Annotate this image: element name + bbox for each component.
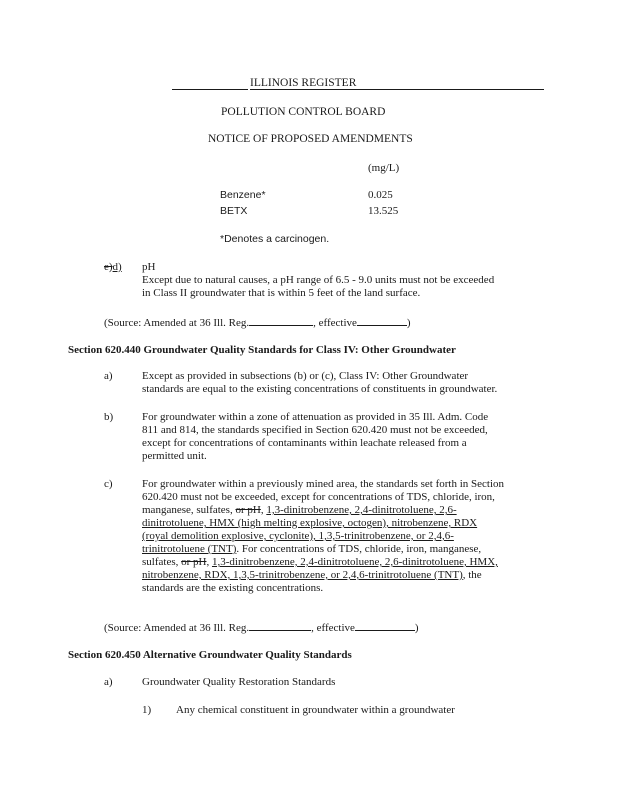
subsection-line: For groundwater within a zone of attenuation as provided in 35 Ill. Adm. Code bbox=[142, 411, 489, 423]
item-text-line: in Class II groundwater that is within 5 feet of the land surface. bbox=[142, 287, 421, 299]
subsection-line: sulfates, or pH, 1,3-dinitrobenzene, 2,4-dinitrotoluene, 2,6-dinitrotoluene, HMX, bbox=[142, 556, 498, 568]
item-label bbox=[104, 260, 122, 275]
subsection-line: nitrobenzene, RDX, 1,3,5-trinitrobenzene, or 2,4,6-trinitrotoluene (TNT), the bbox=[142, 569, 482, 581]
inserted-text: nitrobenzene, RDX, 1,3,5-trinitrobenzene, or 2,4,6-trinitrotoluene (TNT) bbox=[142, 569, 463, 581]
inserted-text: (royal demolition explosive, cyclonite), 1,3,5-trinitrobenzene, or 2,4,6- bbox=[142, 530, 454, 542]
subsection-line: standards are the existing concentrations. bbox=[142, 582, 324, 594]
source-note: (Source: Amended at 36 Ill. Reg. , effective ) bbox=[104, 622, 419, 634]
subsection-line: 811 and 814, the standards specified in Section 620.420 must not be exceeded, bbox=[142, 424, 488, 436]
item-title: pH bbox=[142, 261, 156, 273]
item-text-line: Except due to natural causes, a pH range of 6.5 - 9.0 units must not be exceeded bbox=[142, 274, 495, 286]
inserted-text: 1,3-dinitrobenzene, 2,4-dinitrotoluene, 2,6-dinitrotoluene, HMX, bbox=[211, 556, 498, 568]
subsection-label: 1) bbox=[142, 704, 152, 716]
subsection-line: trinitrotoluene (TNT). For concentrations of TDS, chloride, iron, manganese, bbox=[142, 543, 482, 555]
section-heading: Section 620.440 Groundwater Quality Standards for Class IV: Other Groundwater bbox=[68, 344, 456, 356]
table-row-value: 0.025 bbox=[368, 189, 393, 201]
header-rule-left bbox=[172, 89, 248, 90]
subsection-line: For groundwater within a previously mined area, the standards set forth in Section bbox=[142, 478, 504, 490]
table-row-value: 13.525 bbox=[368, 205, 399, 217]
subsection-line: standards are equal to the existing concentrations of constituents in groundwater. bbox=[142, 383, 498, 395]
subsection-line: permitted unit. bbox=[142, 450, 207, 462]
inserted-text: trinitrotoluene (TNT) bbox=[142, 543, 237, 555]
subsection-label: a) bbox=[104, 676, 113, 688]
deleted-text: or pH bbox=[235, 504, 261, 516]
inserted-label: d) bbox=[112, 261, 122, 273]
register-title: ILLINOIS REGISTER bbox=[250, 77, 357, 89]
inserted-text: 1,3-dinitrobenzene, 2,4-dinitrotoluene, 2,6- bbox=[266, 504, 457, 516]
subsection-line: Except as provided in subsections (b) or (c), Class IV: Other Groundwater bbox=[142, 370, 469, 382]
subsection-line: 620.420 must not be exceeded, except for concentrations of TDS, chloride, iron, bbox=[142, 491, 495, 503]
section-heading: Section 620.450 Alternative Groundwater Quality Standards bbox=[68, 649, 352, 661]
table-unit: (mg/L) bbox=[368, 162, 400, 174]
table-row-name: BETX bbox=[220, 205, 248, 217]
subsection-line: except for concentrations of contaminants within leachate released from a bbox=[142, 437, 467, 449]
header-rule-right bbox=[250, 89, 544, 90]
notice-title: NOTICE OF PROPOSED AMENDMENTS bbox=[208, 133, 413, 145]
table-footnote: *Denotes a carcinogen. bbox=[220, 233, 330, 245]
inserted-text: dinitrotoluene, HMX (high melting explosive, octogen), nitrobenzene, RDX bbox=[142, 517, 478, 529]
subsection-line: Groundwater Quality Restoration Standards bbox=[142, 676, 336, 688]
board-name: POLLUTION CONTROL BOARD bbox=[221, 106, 386, 118]
subsection-label: a) bbox=[104, 370, 113, 382]
deleted-label: e) bbox=[104, 261, 113, 273]
deleted-text: or pH bbox=[181, 556, 207, 568]
subsection-label: c) bbox=[104, 478, 113, 490]
table-row-name: Benzene* bbox=[220, 189, 266, 201]
subsection-line: manganese, sulfates, or pH, 1,3-dinitrobenzene, 2,4-dinitrotoluene, 2,6- bbox=[142, 504, 457, 516]
source-note: (Source: Amended at 36 Ill. Reg. , effective ) bbox=[104, 317, 411, 329]
subsection-label: b) bbox=[104, 411, 114, 423]
subsection-line: Any chemical constituent in groundwater within a groundwater bbox=[176, 704, 455, 716]
